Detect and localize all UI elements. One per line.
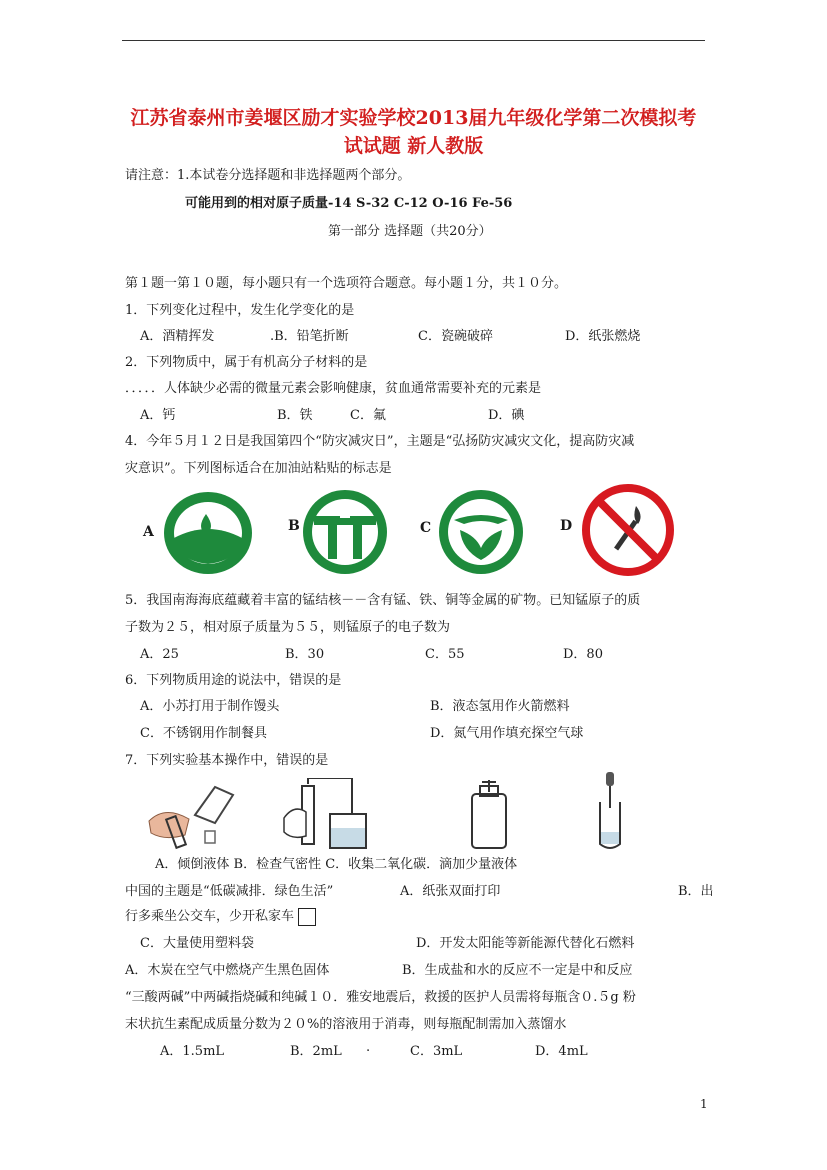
pouring-liquid-illustration-icon [145,775,245,850]
q10-dot: . [366,1040,371,1055]
q8-option-b-start: B．出 [678,884,714,899]
q10-line1: “三酸两碱”中两碱指烧碱和纯碱１０．雅安地震后，救援的医护人员需将每瓶含０.５g 粉 [125,990,636,1005]
q5-stem-line2: 子数为２５，相对原子质量为５５，则锰原子的电子数为 [125,620,451,635]
q8-line2 [125,905,316,926]
q5-option-b: B．30 [285,647,325,662]
water-drop-logo-icon [162,490,254,576]
q8-option-a: A．纸张双面打印 [400,884,501,899]
gas-bottle-illustration-icon [460,780,520,852]
q8-option-c: C．大量使用塑料袋 [140,936,254,951]
q1-option-a: A．酒精挥发 [140,329,215,344]
header-rule [122,40,705,41]
notice-text: 请注意：1.本试卷分选择题和非选择题两个部分。 [125,168,411,183]
airtightness-check-illustration-icon [282,778,372,850]
q6-stem: 6．下列物质用途的说法中，错误的是 [125,673,342,688]
answer-box [298,908,316,926]
q3-option-d: D．碘 [488,408,525,423]
q5-option-a: A．25 [140,647,179,662]
atomic-masses: 可能用到的相对原子质量-14 S-32 C-12 O-16 Fe-56 [185,196,513,211]
q10-option-b: B．2mL [290,1044,342,1059]
q4-label-d: D [560,518,573,534]
page-title-line1: 江苏省泰州市姜堰区励才实验学校2013届九年级化学第二次模拟考 [130,107,697,129]
q6-option-d: D．氮气用作填充探空气球 [430,726,584,741]
q4-label-a: A [143,524,154,540]
q10-option-d: D．4mL [535,1044,588,1059]
q9-option-b: B．生成盐和水的反应不一定是中和反应 [402,963,633,978]
q10-option-c: C．3mL [410,1044,463,1059]
q1-option-b: .B．铅笔折断 [270,329,349,344]
q7-stem: 7．下列实验基本操作中，错误的是 [125,753,329,768]
page-title-line2: 试试题 新人教版 [343,135,484,157]
q4-label-b: B [288,518,300,534]
q8-option-d: D．开发太阳能等新能源代替化石燃料 [416,936,635,951]
q10-option-a: A．1.5mL [160,1044,225,1059]
q8-option-b-rest: 行多乘坐公交车，少开私家车 [125,909,295,924]
q5-option-c: C．55 [425,647,465,662]
green-food-logo-icon [436,488,526,576]
q4-stem-line2: 灾意识”。下列图标适合在加油站粘贴的标志是 [125,461,392,476]
q6-option-c: C．不锈钢用作制餐具 [140,726,267,741]
water-saving-logo-icon [300,488,390,576]
q4-stem-line1: 4．今年５月１２日是我国第四个“防灾减灾日”，主题是“弘扬防灾减灾文化，提高防灾减 [125,434,635,449]
q5-stem-line1: 5．我国南海海底蕴藏着丰富的锰结核－－含有锰、铁、铜等金属的矿物。已知锰原子的质 [125,593,641,608]
q3-option-c: C．氟 [350,408,386,423]
q2-stem: 2．下列物质中，属于有机高分子材料的是 [125,355,368,370]
q3-option-a: A．钙 [140,408,176,423]
q3-option-b: B．铁 [277,408,313,423]
dropper-illustration-icon [592,772,628,852]
section-intro: 第１题一第１０题，每小题只有一个选项符合题意。每小题１分，共１０分。 [125,276,568,291]
q6-option-a: A．小苏打用于制作馒头 [140,699,280,714]
q1-option-c: C．瓷碗破碎 [418,329,493,344]
q8-line1-stem: 中国的主题是“低碳减排．绿色生活” [125,884,334,899]
q9-option-a: A．木炭在空气中燃烧产生黑色固体 [125,963,330,978]
q5-option-d: D．80 [563,647,603,662]
q4-label-c: C [420,520,432,536]
q1-stem: 1．下列变化过程中，发生化学变化的是 [125,303,355,318]
q1-option-d: D．纸张燃烧 [565,329,641,344]
no-fire-sign-icon [580,484,676,576]
q6-option-b: B．液态氢用作火箭燃料 [430,699,570,714]
q10-line2: 末状抗生素配成质量分数为２０%的溶液用于消毒，则每瓶配制需加入蒸馏水 [125,1017,567,1032]
q3-stem: ．．．．．人体缺少必需的微量元素会影响健康，贫血通常需要补充的元素是 [125,381,542,396]
section-title: 第一部分 选择题（共20分） [328,224,492,239]
page-number: 1 [700,1097,708,1111]
q7-option-labels: A．倾倒液体 B．检查气密性 C．收集二氧化碳．滴加少量液体 [155,857,518,872]
